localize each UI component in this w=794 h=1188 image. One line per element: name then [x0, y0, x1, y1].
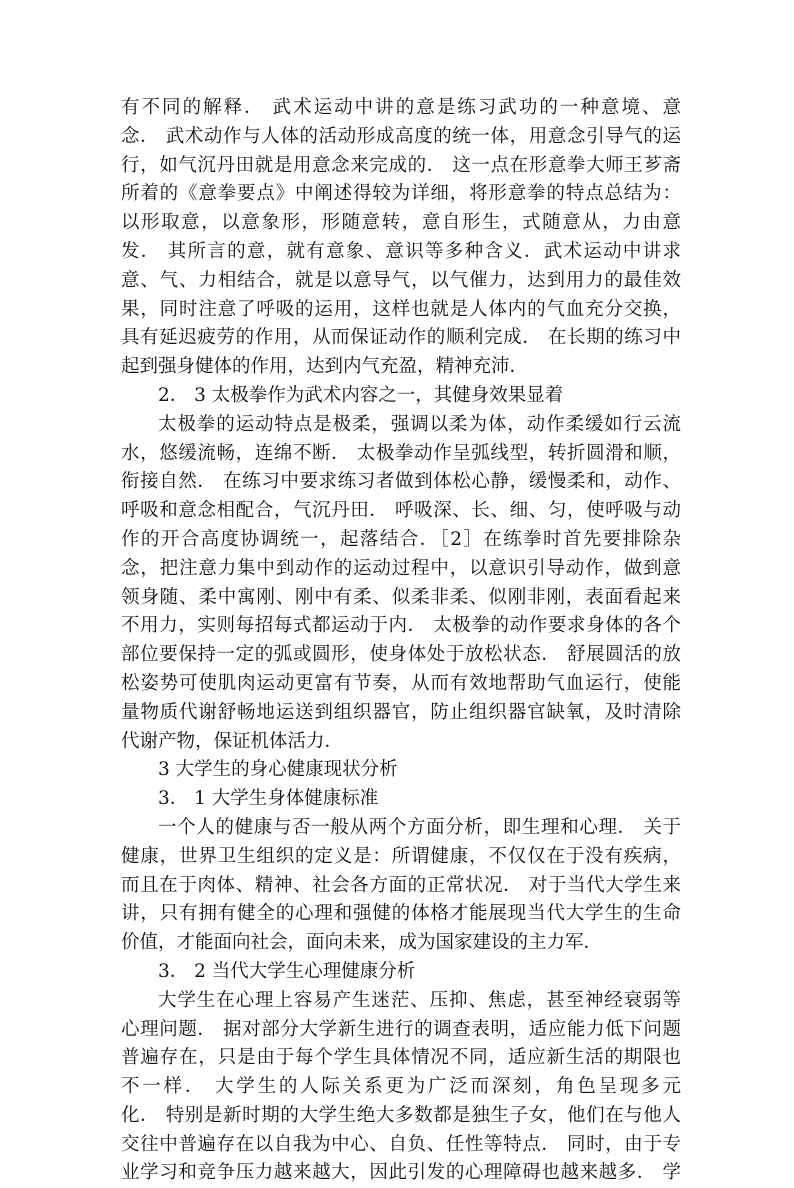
- text-line: 行，如气沉丹田就是用意念来完成的． 这一点在形意拳大师王芗斋: [121, 154, 681, 176]
- text-line: 念． 武术动作与人体的活动形成高度的统一体，用意念引导气的运: [121, 125, 681, 147]
- paragraph-last-line: 起到强身健体的作用，达到内气充盈，精神充沛．: [121, 356, 529, 378]
- text-line: 领身随、柔中寓刚、刚中有柔、似柔非柔、似刚非刚，表面看起来: [121, 586, 681, 608]
- text-line: 量物质代谢舒畅地运送到组织器官，防止组织器官缺氧，及时清除: [121, 701, 681, 723]
- document-body: [121, 94, 681, 1188]
- text-line: 部位要保持一定的弧或圆形，使身体处于放松状态． 舒展圆活的放: [121, 644, 681, 666]
- text-line: 化． 特别是新时期的大学生绝大多数都是独生子女，他们在与他人: [121, 1104, 681, 1126]
- text-line: 太极拳的运动特点是极柔，强调以柔为体，动作柔缓如行云流: [158, 413, 681, 435]
- text-line: 健康，世界卫生组织的定义是：所谓健康，不仅仅在于没有疾病，: [121, 845, 681, 867]
- text-line: 松姿势可使肌肉运动更富有节奏，从而有效地帮助气血运行，使能: [121, 672, 681, 694]
- text-line: 不用力，实则每招每式都运动于内． 太极拳的动作要求身体的各个: [121, 615, 681, 637]
- text-line: 一个人的健康与否一般从两个方面分析，即生理和心理． 关于: [158, 816, 681, 838]
- text-line: 以形取意，以意象形，形随意转，意自形生，式随意从，力由意: [121, 212, 681, 234]
- paragraph-last-line: 代谢产物，保证机体活力．: [121, 730, 344, 752]
- text-line: 呼吸和意念相配合，气沉丹田． 呼吸深、长、细、匀，使呼吸与动: [121, 500, 681, 522]
- text-line: 果，同时注意了呼吸的运用，这样也就是人体内的气血充分交换，: [121, 298, 681, 320]
- text-line: 普遍存在，只是由于每个学生具体情况不同，适应新生活的期限也: [121, 1047, 681, 1069]
- paragraph-last-line: 2． 3 太极拳作为武术内容之一，其健身效果显着: [158, 384, 564, 406]
- text-line: 大学生在心理上容易产生迷茫、压抑、焦虑，甚至神经衰弱等: [158, 989, 681, 1011]
- paragraph-last-line: 3． 1 大学生身体健康标准: [158, 788, 379, 810]
- text-line: 作的开合高度协调统一，起落结合．［2］在练拳时首先要排除杂: [121, 528, 681, 550]
- text-line: 所着的《意拳要点》中阐述得较为详细，将形意拳的特点总结为：: [121, 183, 681, 205]
- text-line: 水，悠缓流畅，连绵不断． 太极拳动作呈弧线型，转折圆滑和顺，: [121, 442, 681, 464]
- paragraph-last-line: 3． 2 当代大学生心理健康分析: [158, 960, 416, 982]
- text-line: 而且在于肉体、精神、社会各方面的正常状况． 对于当代大学生来: [121, 874, 681, 896]
- text-line: 有不同的解释． 武术运动中讲的意是练习武功的一种意境、意: [121, 97, 681, 118]
- text-line: 念，把注意力集中到动作的运动过程中，以意识引导动作，做到意: [121, 557, 681, 579]
- text-line: 不一样． 大学生的人际关系更为广泛而深刻，角色呈现多元: [121, 1076, 681, 1098]
- paragraph-last-line: 3 大学生的身心健康现状分析: [158, 759, 398, 781]
- text-line: 衔接自然． 在练习中要求练习者做到体松心静，缓慢柔和，动作、: [121, 471, 681, 493]
- text-line: 意、气、力相结合，就是以意导气，以气催力，达到用力的最佳效: [121, 269, 681, 291]
- text-line: 交往中普遍存在以自我为中心、自负、任性等特点． 同时，由于专: [121, 1133, 681, 1155]
- text-line: 业学习和竞争压力越来越大，因此引发的心理障碍也越来越多． 学: [121, 1162, 681, 1184]
- paragraph-last-line: 价值，才能面向社会，面向未来，成为国家建设的主力军．: [121, 932, 603, 954]
- text-line: 讲，只有拥有健全的心理和强健的体格才能展现当代大学生的生命: [121, 903, 681, 925]
- text-line: 具有延迟疲劳的作用，从而保证动作的顺利完成． 在长期的练习中: [121, 327, 681, 349]
- text-line: 发． 其所言的意，就有意象、意识等多种含义．武术运动中讲求: [121, 240, 681, 262]
- text-line: 心理问题． 据对部分大学新生进行的调查表明，适应能力低下问题: [121, 1018, 681, 1040]
